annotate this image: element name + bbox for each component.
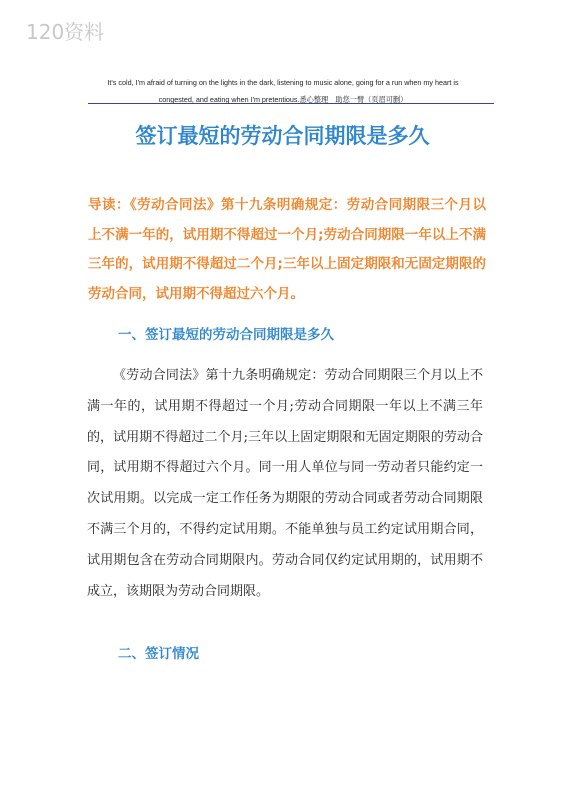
section-heading-1: 一、签订最短的劳动合同期限是多久 [118,327,334,343]
header-note-line-1: It's cold, I'm afraid of turning on the lights in the dark, listening to music alone, going for a run when my heart is [107,78,459,87]
document-title: 签订最短的劳动合同期限是多久 [135,124,430,148]
header-divider [88,103,494,104]
watermark: 120资料 [26,20,105,44]
header-note-line-2: congested, and eating when I'm pretentious.悉心整理 助您一臂（页眉可删） [158,95,408,104]
lead-paragraph: 导读：《劳动合同法》第十九条明确规定：劳动合同期限三个月以上不满一年的，试用期不得超过一个月;劳动合同期限一年以上不满三年的，试用期不得超过二个月;三年以上固定期限和无固定期限的劳动合同，试用期不得超过六个月。 [88,197,486,302]
section-1-body: 《劳动合同法》第十九条明确规定：劳动合同期限三个月以上不满一年的，试用期不得超过一个月;劳动合同期限一年以上不满三年的，试用期不得超过二个月;三年以上固定期限和无固定期限的劳动合同，试用期不得超过六个月。同一用人单位与同一劳动者只能约定一次试用期。以完成一定工作任务为期限的劳动合同或者劳动合同期限不满三个月的，不得约定试用期。不能单独与员工约定试用期合同，试用期包含在劳动合同期限内。劳动合同仅约定试用期的，试用期不成立，该期限为劳动合同期限。 [87,368,483,599]
section-heading-2: 二、签订情况 [118,646,199,662]
